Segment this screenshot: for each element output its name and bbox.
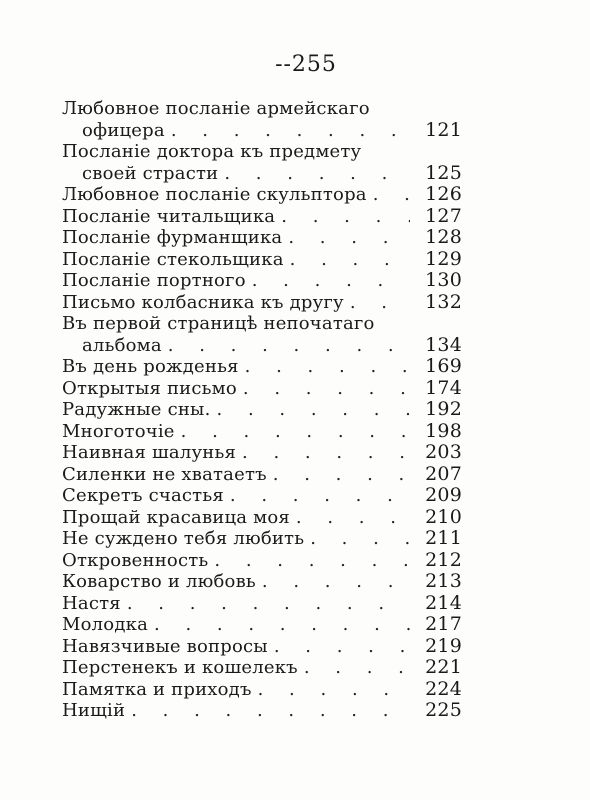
toc-entry-line xyxy=(62,442,462,464)
entry-page-number: 209 xyxy=(425,484,462,506)
toc-entry xyxy=(62,270,462,292)
toc-entry xyxy=(62,700,462,722)
toc-entry-line xyxy=(62,571,462,593)
toc-entry-line xyxy=(62,550,462,572)
toc-entry-line xyxy=(62,206,462,228)
entry-page-number: 213 xyxy=(425,570,462,592)
toc-entry-line xyxy=(62,700,462,722)
toc-entry-line xyxy=(62,98,462,120)
toc-entry-line xyxy=(62,227,462,249)
toc-entry-line xyxy=(62,292,462,314)
toc-entry-line xyxy=(62,485,462,507)
entry-title: Въ день рожденья xyxy=(62,356,239,377)
toc-entry xyxy=(62,679,462,701)
toc-entry-line xyxy=(62,636,462,658)
toc-entry-line xyxy=(62,335,462,357)
toc-entry xyxy=(62,421,462,443)
toc-entry xyxy=(62,464,462,486)
toc-entry xyxy=(62,356,462,378)
dot-leader xyxy=(290,249,410,271)
entry-page-number: 132 xyxy=(425,290,462,313)
dot-leader xyxy=(273,464,410,486)
entry-page-number: 212 xyxy=(425,548,462,571)
entry-title: Силенки не хватаетъ xyxy=(62,463,267,485)
entry-title: офицера xyxy=(82,119,165,141)
toc-entry xyxy=(62,313,462,356)
entry-page-number: 203 xyxy=(425,441,462,463)
toc-entry xyxy=(62,399,462,421)
entry-title: Навязчивые вопросы xyxy=(62,635,268,657)
entry-title: альбома xyxy=(82,334,162,356)
entry-title: Письмо колбасника къ другу xyxy=(62,291,344,313)
entry-title: Откровенность xyxy=(62,549,209,571)
entry-page-number: 128 xyxy=(425,226,462,248)
toc-entry-line xyxy=(62,593,462,615)
toc-entry xyxy=(62,442,462,464)
dot-leader xyxy=(181,421,410,443)
dot-leader xyxy=(214,550,410,572)
entry-title: Открытыя письмо xyxy=(62,377,237,399)
entry-page-number: 214 xyxy=(425,591,462,614)
dot-leader xyxy=(252,270,410,292)
toc-entry-line xyxy=(62,184,462,206)
toc-entry xyxy=(62,292,462,314)
entry-page-number: 217 xyxy=(425,613,462,635)
toc-entry xyxy=(62,184,462,206)
toc-entry-line xyxy=(62,120,462,142)
entry-title: своей страсти xyxy=(82,162,219,184)
entry-page-number: 169 xyxy=(425,355,462,377)
dot-leader xyxy=(127,593,410,615)
toc-entry xyxy=(62,141,462,184)
entry-page-number: 125 xyxy=(425,161,462,184)
entry-title: Посланіе фурманщика xyxy=(62,227,283,248)
toc-entry-line xyxy=(62,356,462,378)
entry-page-number: 130 xyxy=(425,269,462,291)
entry-title: Памятка и приходъ xyxy=(62,678,252,700)
toc-entry xyxy=(62,98,462,141)
dot-leader xyxy=(154,614,410,636)
entry-title: Радужные сны. xyxy=(62,399,211,420)
toc-entry-line xyxy=(62,313,462,335)
dot-leader xyxy=(310,528,410,550)
entry-page-number: 134 xyxy=(425,333,462,356)
toc-entry xyxy=(62,528,462,550)
toc-entry-line xyxy=(62,421,462,443)
entry-title: Посланіе стекольщика xyxy=(62,248,284,270)
entry-title: Любовное посланіе армейскаго xyxy=(62,98,370,119)
dot-leader xyxy=(243,378,410,400)
toc-entry xyxy=(62,485,462,507)
entry-title: Посланіе доктора къ предмету xyxy=(62,141,362,162)
dot-leader xyxy=(288,227,410,249)
toc-entry xyxy=(62,593,462,615)
dot-leader xyxy=(304,657,410,679)
entry-page-number: 192 xyxy=(425,398,462,420)
entry-title: Коварство и любовь xyxy=(62,571,256,592)
entry-title: Многоточіе xyxy=(62,420,175,442)
toc-entry xyxy=(62,571,462,593)
entry-page-number: 210 xyxy=(425,505,462,528)
entry-title: Посланіе читальщика xyxy=(62,205,276,227)
entry-page-number: 211 xyxy=(425,527,462,549)
entry-title: Наивная шалунья xyxy=(62,442,237,463)
toc-entry xyxy=(62,636,462,658)
toc-entry-line xyxy=(62,378,462,400)
entry-title: Посланіе портного xyxy=(62,270,246,291)
dot-leader xyxy=(242,442,410,464)
entry-page-number: 127 xyxy=(425,204,462,227)
toc-entry-line xyxy=(62,614,462,636)
entry-title: Настя xyxy=(62,592,121,614)
entry-page-number: 198 xyxy=(425,419,462,442)
toc-entry xyxy=(62,657,462,679)
dot-leader xyxy=(245,356,410,378)
toc-entry xyxy=(62,378,462,400)
toc-entry-line xyxy=(62,249,462,271)
toc-entry-line xyxy=(62,464,462,486)
entry-title: Молодка xyxy=(62,614,149,635)
dot-leader xyxy=(168,335,410,357)
toc-entry xyxy=(62,249,462,271)
entry-page-number: 207 xyxy=(425,462,462,485)
entry-title: Нищій xyxy=(62,700,126,721)
entry-title: Прощай красавица моя xyxy=(62,506,290,528)
entry-page-number: 174 xyxy=(425,376,462,399)
entry-title: Любовное посланіе скульптора xyxy=(62,184,367,205)
dot-leader xyxy=(281,206,410,228)
dot-leader xyxy=(230,485,410,507)
dot-leader xyxy=(350,292,410,314)
dot-leader xyxy=(296,507,410,529)
entry-title: Секретъ счастья xyxy=(62,485,224,506)
entry-page-number: 219 xyxy=(425,634,462,657)
dot-leader xyxy=(131,700,410,722)
dot-leader xyxy=(217,399,411,421)
entry-page-number: 126 xyxy=(425,183,462,205)
dot-leader xyxy=(274,636,410,658)
dot-leader xyxy=(373,184,410,206)
toc-entry-line xyxy=(62,657,462,679)
dot-leader xyxy=(258,679,410,701)
dot-leader xyxy=(224,163,410,185)
entry-page-number: 224 xyxy=(425,677,462,700)
entry-title: Перстенекъ и кошелекъ xyxy=(62,657,298,678)
dot-leader xyxy=(262,571,410,593)
toc-entry xyxy=(62,227,462,249)
entry-page-number: 129 xyxy=(425,247,462,270)
toc-entry-line xyxy=(62,399,462,421)
entry-title: Въ первой страницѣ непочатаго xyxy=(62,313,375,334)
entry-page-number: 221 xyxy=(425,656,462,678)
dot-leader xyxy=(171,120,410,142)
toc-entry xyxy=(62,550,462,572)
toc-entry-line xyxy=(62,679,462,701)
entry-title: Не суждено тебя любить xyxy=(62,528,305,549)
toc-entry xyxy=(62,507,462,529)
toc-entry-line xyxy=(62,141,462,163)
table-of-contents xyxy=(62,98,462,722)
toc-entry xyxy=(62,614,462,636)
toc-entry-line xyxy=(62,528,462,550)
toc-entry xyxy=(62,206,462,228)
toc-entry-line xyxy=(62,507,462,529)
entry-page-number: 225 xyxy=(425,699,462,721)
toc-entry-line xyxy=(62,270,462,292)
entry-page-number: 121 xyxy=(425,118,462,141)
page-number: --255 xyxy=(275,52,337,77)
toc-entry-line xyxy=(62,163,462,185)
